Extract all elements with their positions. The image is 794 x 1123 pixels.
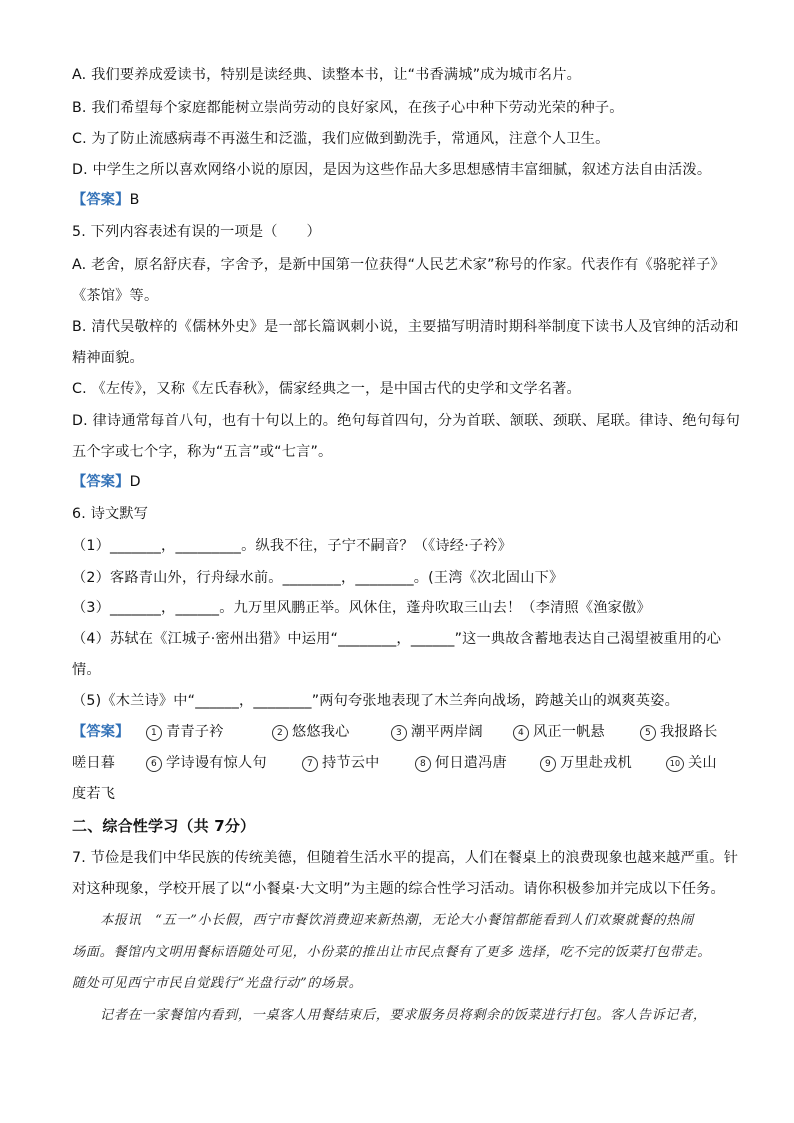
passage-line3: 随处可见西宁市民自觉践行“光盘行动”的场景。 <box>72 976 363 991</box>
answer-text: 风正一帆悬 <box>533 724 605 740</box>
answer-text: 我报路长 <box>660 724 718 740</box>
q5-option-b-line2: 精神面貌。 <box>72 350 144 366</box>
q6-item-3: （3）_______，______。九万里风鹏正举。风休住，蓬舟吹取三山去！（李清照《渔家傲》 <box>72 600 651 616</box>
q5-option-d-line1: D. 律诗通常每首八句，也有十句以上的。绝句每首四句，分为首联、颔联、颈联、尾联。律诗、绝句每句 <box>72 413 740 429</box>
q6-item-1: （1）_______，_________。纵我不往，子宁不嗣音？（《诗经·子衿》 <box>72 538 513 554</box>
q4-option-b: B. 我们希望每个家庭都能树立崇尚劳动的良好家风，在孩子心中种下劳动光荣的种子。 <box>72 100 624 116</box>
passage-line1: 本报讯 “五一”小长假，西宁市餐饮消费迎来新热潮，无论大小餐馆都能看到人们欢聚就餐的热闹 <box>100 913 694 928</box>
q6-item-5: （5)《木兰诗》中“______，________”两句夸张地表现了木兰奔向战场，跨越关山的飒爽英姿。 <box>72 693 679 709</box>
circled-number: 1 <box>146 725 162 741</box>
q6-answer-item-8 <box>415 753 507 773</box>
q6-answer-item-2 <box>272 722 350 742</box>
circled-number: 7 <box>302 756 318 772</box>
answer-label: 【答案】 <box>72 724 130 740</box>
q6-answer-item-4 <box>513 722 605 742</box>
answer-label: 【答案】 <box>72 192 130 208</box>
q6-answer-item-3 <box>391 722 483 742</box>
q4-option-c: C. 为了防止流感病毒不再滋生和泛滥，我们应做到勤洗手，常通风，注意个人卫生。 <box>72 131 610 147</box>
circled-number: 4 <box>513 725 529 741</box>
circled-number: 10 <box>666 756 684 772</box>
q6-answer-item-1 <box>146 722 224 742</box>
answer-text: 青青子衿 <box>166 724 224 740</box>
q6-answer-item-10 <box>666 753 717 773</box>
circled-number: 2 <box>272 725 288 741</box>
section-heading: 二、综合性学习（共 7分） <box>72 817 256 835</box>
q6-answer-item-9 <box>540 753 632 773</box>
answer-text: 潮平两岸阔 <box>411 724 483 740</box>
q5-option-d-line2: 五个字或七个字，称为“五言”或“七言”。 <box>72 444 333 460</box>
q6-answer-item-5 <box>640 722 718 742</box>
q6-answer-item-6 <box>146 753 267 773</box>
circled-number: 8 <box>415 756 431 772</box>
q4-option-a: A. 我们要养成爱读书，特别是读经典、读整本书，让“书香满城”成为城市名片。 <box>72 67 581 83</box>
q4-answer <box>72 190 140 210</box>
q6-answer-item-7 <box>302 753 380 773</box>
circled-number: 5 <box>640 725 656 741</box>
circled-number: 6 <box>146 756 162 772</box>
q6-item-2: （2）客路青山外，行舟绿水前。________，________。(王湾《次北固山下》 <box>72 570 564 586</box>
q5-stem: 5. 下列内容表述有误的一项是（ ） <box>72 224 321 240</box>
passage-line2: 场面。餐馆内文明用餐标语随处可见，小份菜的推出让市民点餐有了更多 选择，吃不完的饭菜打包带走。 <box>72 945 712 960</box>
passage-line4: 记者在一家餐馆内看到，一桌客人用餐结束后，要求服务员将剩余的饭菜进行打包。客人告诉记者， <box>100 1008 707 1023</box>
q5-option-a-line2: 《茶馆》等。 <box>72 288 159 304</box>
q6-answer-line3: 度若飞 <box>72 786 116 802</box>
q6-answer-line1 <box>72 722 130 742</box>
q6-item-4-cont: 情。 <box>72 662 101 678</box>
circled-number: 3 <box>391 725 407 741</box>
answer-text: 关山 <box>688 755 717 771</box>
q6-item-4: （4）苏轼在《江城子·密州出猎》中运用“________，______”这一典故含蓄地表达自己渴望被重用的心 <box>72 631 722 647</box>
q7-stem-line1: 7. 节俭是我们中华民族的传统美德，但随着生活水平的提高，人们在餐桌上的浪费现象也越来越严重。针 <box>72 850 739 866</box>
q5-option-c: C. 《左传》，又称《左氏春秋》，儒家经典之一，是中国古代的史学和文学名著。 <box>72 381 581 397</box>
answer-text: 持节云中 <box>322 755 380 771</box>
q4-option-d: D. 中学生之所以喜欢网络小说的原因，是因为这些作品大多思想感情丰富细腻，叙述方法自由活泼。 <box>72 162 712 178</box>
answer-text: 万里赴戎机 <box>560 755 632 771</box>
q6-stem: 6. 诗文默写 <box>72 506 149 522</box>
q7-stem-line2: 对这种现象，学校开展了以“小餐桌·大文明”为主题的综合性学习活动。请你积极参加并完成以下任务。 <box>72 881 725 897</box>
answer-value: B <box>129 192 140 208</box>
q5-answer <box>72 472 141 492</box>
answer-value: D <box>129 474 141 490</box>
q6-answer-line2-prefix: 嗟日暮 <box>72 755 116 771</box>
answer-label: 【答案】 <box>72 474 130 490</box>
circled-number: 9 <box>540 756 556 772</box>
answer-text: 何日遣冯唐 <box>435 755 507 771</box>
answer-text: 悠悠我心 <box>292 724 350 740</box>
q5-option-b-line1: B. 清代吴敬梓的《儒林外史》是一部长篇讽刺小说，主要描写明清时期科举制度下读书人及官绅的活动和 <box>72 319 739 335</box>
q5-option-a-line1: A. 老舍，原名舒庆春，字舍予，是新中国第一位获得“人民艺术家”称号的作家。代表作有《骆驼祥子》 <box>72 257 725 273</box>
answer-text: 学诗谩有惊人句 <box>166 755 267 771</box>
